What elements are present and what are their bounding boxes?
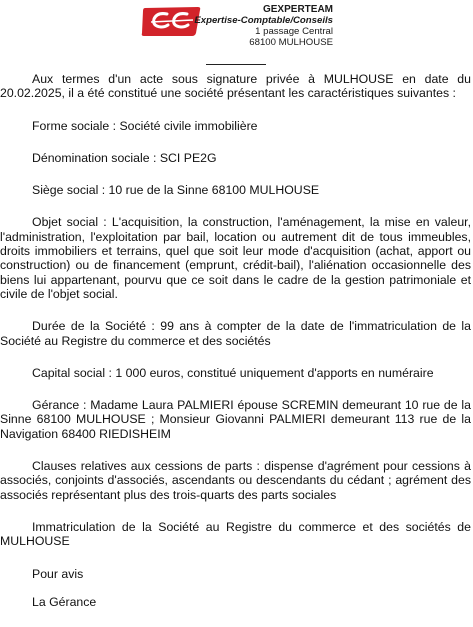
paragraph-capital: Capital social : 1 000 euros, constitué uniquement d'apports en numéraire <box>32 365 434 380</box>
paragraph-pour-avis: Pour avis <box>32 566 84 581</box>
paragraph-clauses: Clauses relatives aux cessions de parts : dispense d'agrément pour cessions à associés, conjoints d'associés, ascendants ou descendants du cédant ; agrément des associés représentant plus des trois-quarts des parts sociales <box>0 459 471 502</box>
company-tagline: Expertise-Comptable/Conseils <box>194 15 333 26</box>
paragraph-intro: Aux termes d'un acte sous signature privée à MULHOUSE en date du 20.02.2025, il a été constitué une société présentant les caractéristiques suivantes : <box>0 72 471 101</box>
paragraph-duree: Durée de la Société : 99 ans à compter de la date de l'immatriculation de la Société au Registre du commerce et des sociétés <box>0 319 471 348</box>
company-logo <box>141 6 202 37</box>
company-block <box>194 4 333 48</box>
company-address-line1: 1 passage Central <box>255 26 333 37</box>
paragraph-denomination: Dénomination sociale : SCI PE2G <box>32 150 217 165</box>
letterhead <box>0 0 473 60</box>
paragraph-signature: La Gérance <box>32 594 97 609</box>
paragraph-objet-social: Objet social : L'acquisition, la construction, l'aménagement, la mise en valeur, l'administration, l'exploitation par bail, location ou autrement dit de tous immeubles, droits immobiliers et terrains, quel que soit leur mode d'acquisition (achat, apport ou construction) ou de financement (emprunt, crédit-bail), l'aliénation occasionnelle des biens lui appartenant, pourvu que ce soit dans le cadre de la gestion patrimoniale et civile de l'objet social. <box>0 215 471 301</box>
company-address-line2: 68100 MULHOUSE <box>249 37 333 48</box>
paragraph-immatriculation: Immatriculation de la Société au Registre du commerce et des sociétés de MULHOUSE <box>0 519 471 549</box>
separator-rule <box>206 64 266 65</box>
paragraph-siege-social: Siège social : 10 rue de la Sinne 68100 MULHOUSE <box>32 183 320 198</box>
paragraph-gerance: Gérance : Madame Laura PALMIERI épouse SCREMIN demeurant 10 rue de la Sinne 68100 MULHOUSE ; Monsieur Giovanni PALMIERI demeurant 113 rue de la Navigation 68400 RIEDISHEIM <box>0 398 471 441</box>
company-name: GEXPERTEAM <box>262 4 333 15</box>
paragraph-forme-sociale: Forme sociale : Société civile immobilière <box>32 118 258 133</box>
legal-notice-body <box>0 72 471 627</box>
